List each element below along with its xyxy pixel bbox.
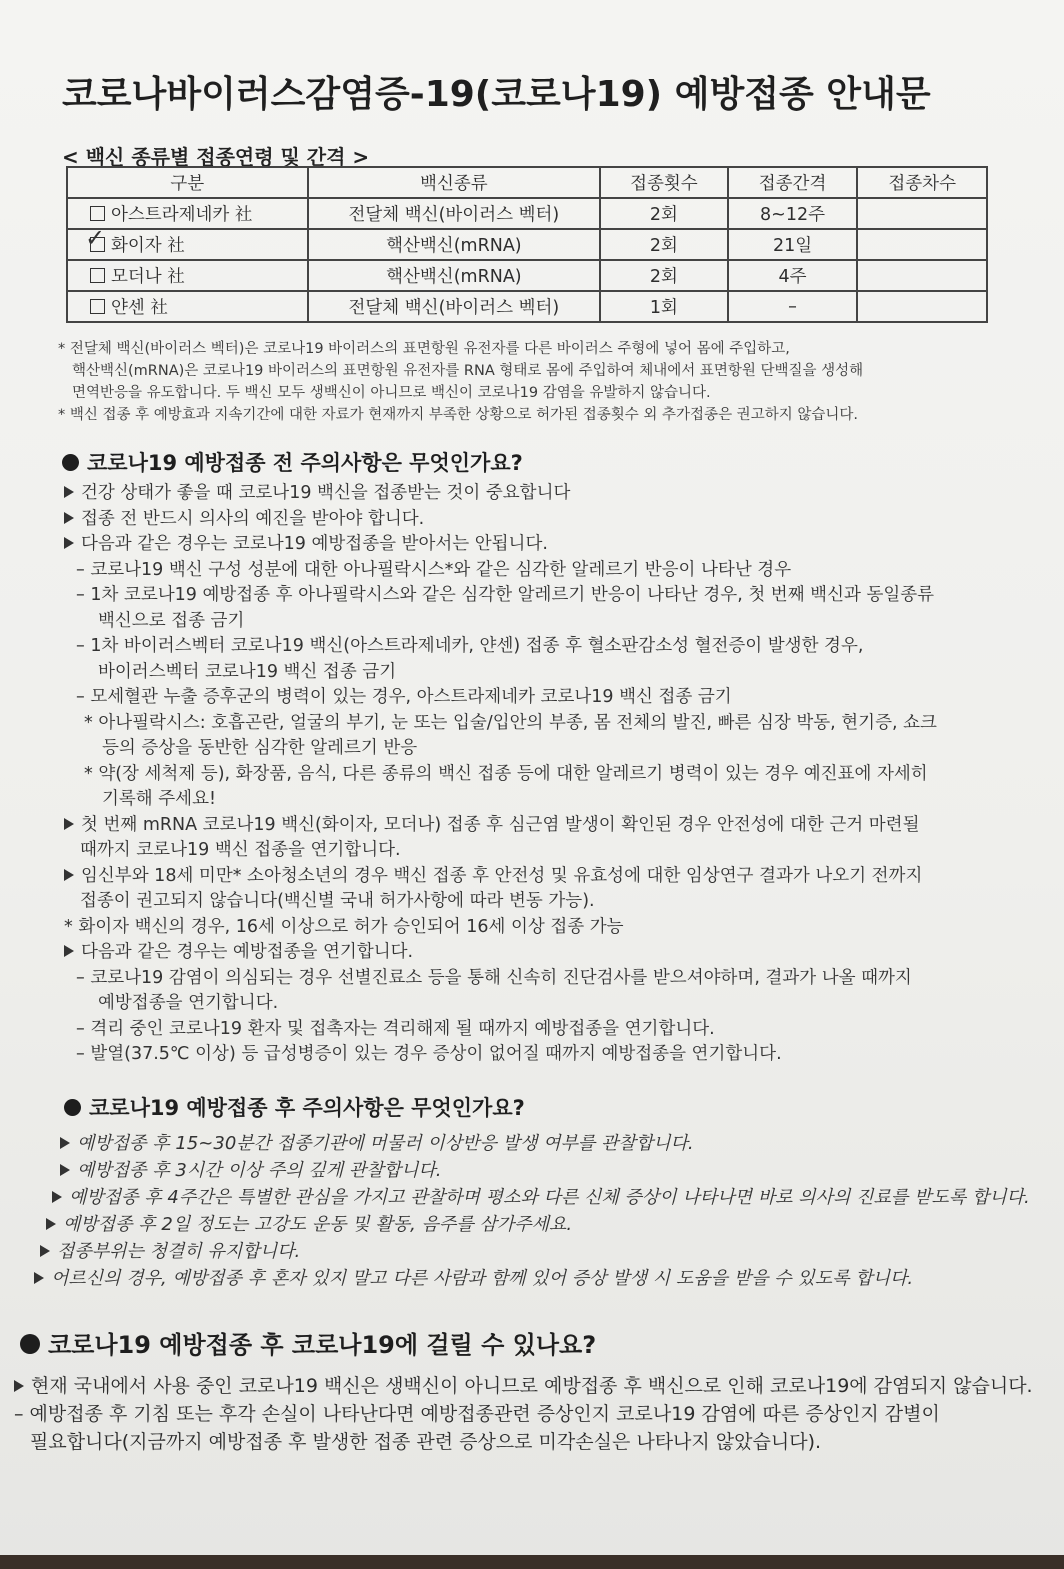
section-after-body — [51, 1130, 1030, 1292]
footnote: 핵산백신(mRNA)은 코로나19 바이러스의 표면항원 유전자를 RNA 형태로 몸에 주입하여 체내에서 표면항원 단백질을 생성해 — [72, 363, 864, 379]
list-item — [40, 1238, 1030, 1265]
list-item-text: – 1차 바이러스벡터 코로나19 백신(아스트라제네카, 얀센) 접종 후 혈소판감소성 혈전증이 발생한 경우, — [76, 636, 864, 656]
list-item — [64, 762, 937, 788]
list-item-text: * 약(장 세척제 등), 화장품, 음식, 다른 종류의 백신 접종 등에 대한 알레르기 병력이 있는 경우 예진표에 자세히 — [84, 763, 928, 784]
list-item — [64, 864, 937, 890]
interval-cell: – — [728, 291, 858, 322]
round-cell — [857, 198, 987, 229]
table-header-row — [67, 167, 987, 198]
table-row — [67, 198, 987, 229]
list-item — [64, 940, 937, 966]
dose-count-cell: 2회 — [600, 260, 728, 291]
list-item — [64, 1042, 937, 1068]
list-item-text: 바이러스벡터 코로나19 백신 접종 금기 — [98, 661, 397, 682]
list-item — [64, 813, 937, 839]
list-item — [64, 889, 937, 915]
list-item — [14, 1372, 1033, 1400]
list-item-text: 예방접종을 연기합니다. — [98, 993, 279, 1013]
list-item — [34, 1265, 1030, 1292]
arrow-bullet-icon — [60, 1164, 70, 1176]
dose-count-cell: 2회 — [600, 229, 728, 260]
vaccine-name-cell — [67, 291, 308, 322]
list-item-text: * 화이자 백신의 경우, 16세 이상으로 허가 승인되어 16세 이상 접종 가능 — [64, 916, 624, 937]
list-item — [64, 787, 937, 813]
arrow-bullet-icon — [64, 818, 74, 830]
table-header: 백신종류 — [308, 167, 600, 198]
list-item-text: * 아나필락시스: 호흡곤란, 얼굴의 부기, 눈 또는 입술/입안의 부종, 몸 전체의 발진, 빠른 심장 박동, 현기증, 쇼크 — [84, 712, 937, 733]
list-item-text: 예방접종 후 15~30분간 접종기관에 머물러 이상반응 발생 여부를 관찰합니다. — [77, 1133, 694, 1154]
vaccine-name: 화이자 社 — [111, 236, 185, 256]
list-item-text: – 모세혈관 누출 증후군의 병력이 있는 경우, 아스트라제네카 코로나19 백신 접종 금기 — [76, 687, 732, 707]
table-row — [67, 291, 987, 322]
checkbox[interactable] — [90, 206, 105, 221]
list-item — [64, 532, 937, 558]
arrow-bullet-icon — [52, 1191, 62, 1203]
list-item — [64, 1017, 937, 1043]
vaccine-name: 모더나 社 — [111, 267, 185, 287]
vaccine-type-cell: 핵산백신(mRNA) — [308, 229, 600, 260]
list-item — [52, 1184, 1030, 1211]
table-row — [67, 260, 987, 291]
list-item-text: 백신으로 접종 금기 — [98, 610, 245, 631]
section-heading-text: 코로나19 예방접종 후 주의사항은 무엇인가요? — [89, 1096, 525, 1120]
list-item-text: 첫 번째 mRNA 코로나19 백신(화이자, 모더나) 접종 후 심근염 발생이 확인된 경우 안전성에 대한 근거 마련될 — [81, 814, 920, 835]
list-item-text: 임신부와 18세 미만* 소아청소년의 경우 백신 접종 후 안전성 및 유효성에 대한 임상연구 결과가 나오기 전까지 — [81, 865, 923, 886]
list-item — [64, 583, 937, 609]
arrow-bullet-icon — [64, 945, 74, 957]
list-item — [64, 711, 937, 737]
list-item — [64, 736, 937, 762]
vaccine-type-cell: 전달체 백신(바이러스 벡터) — [308, 198, 600, 229]
footnote: * 전달체 백신(바이러스 벡터)은 코로나19 바이러스의 표면항원 유전자를 다른 바이러스 주형에 넣어 몸에 주입하고, — [58, 341, 790, 357]
list-item-text: 접종부위는 청결히 유지합니다. — [57, 1241, 301, 1262]
table-header: 접종횟수 — [600, 167, 728, 198]
table-footnotes — [58, 338, 988, 426]
list-item-text: 다음과 같은 경우는 예방접종을 연기합니다. — [81, 942, 414, 962]
vaccine-table — [66, 166, 988, 323]
bullet-dot-icon — [64, 1099, 81, 1116]
section-heading-text: 코로나19 예방접종 전 주의사항은 무엇인가요? — [87, 451, 523, 475]
arrow-bullet-icon — [14, 1380, 24, 1392]
section-heading-before — [62, 447, 523, 477]
table-caption: < 백신 종류별 접종연령 및 간격 > — [62, 145, 370, 169]
vaccine-name-cell — [67, 224, 308, 260]
list-item-text: 접종 전 반드시 의사의 예진을 받아야 합니다. — [81, 508, 425, 529]
list-item — [60, 1130, 1030, 1157]
bottom-edge — [0, 1555, 1064, 1569]
table-row — [67, 229, 987, 260]
arrow-bullet-icon — [40, 1245, 50, 1257]
list-item-text: 어르신의 경우, 예방접종 후 혼자 있지 말고 다른 사람과 함께 있어 증상 발생 시 도움을 받을 수 있도록 합니다. — [51, 1268, 914, 1289]
checkbox-checked[interactable] — [85, 224, 106, 252]
bullet-dot-icon — [62, 454, 79, 471]
section-heading-text: 코로나19 예방접종 후 코로나19에 걸릴 수 있나요? — [48, 1331, 597, 1359]
list-item-text: 현재 국내에서 사용 중인 코로나19 백신은 생백신이 아니므로 예방접종 후 백신으로 인해 코로나19에 감염되지 않습니다. — [31, 1375, 1033, 1397]
list-item — [60, 1157, 1030, 1184]
checkbox[interactable] — [90, 299, 105, 314]
list-item-text: 등의 증상을 동반한 심각한 알레르기 반응 — [102, 738, 418, 758]
list-item-text: 때까지 코로나19 백신 접종을 연기합니다. — [80, 840, 401, 860]
vaccine-name: 아스트라제네카 社 — [111, 205, 253, 225]
list-item — [64, 660, 937, 686]
footnote: * 백신 접종 후 예방효과 지속기간에 대한 자료가 현재까지 부족한 상황으로 허가된 접종횟수 외 추가접종은 권고하지 않습니다. — [58, 407, 858, 423]
list-item-text: 기록해 주세요! — [102, 789, 217, 809]
list-item-text: 예방접종 후 3시간 이상 주의 깊게 관찰합니다. — [77, 1160, 442, 1181]
list-item-text: 예방접종 후 2일 정도는 고강도 운동 및 활동, 음주를 삼가주세요. — [63, 1214, 573, 1235]
table-header: 접종차수 — [857, 167, 987, 198]
list-item — [64, 966, 937, 992]
arrow-bullet-icon — [46, 1218, 56, 1230]
footnote: 면역반응을 유도합니다. 두 백신 모두 생백신이 아니므로 백신이 코로나19 감염을 유발하지 않습니다. — [72, 385, 711, 401]
vaccine-name-cell — [67, 260, 308, 291]
vaccine-type-cell: 전달체 백신(바이러스 벡터) — [308, 291, 600, 322]
list-item-text: – 코로나19 감염이 의심되는 경우 선별진료소 등을 통해 신속히 진단검사를 받으셔야하며, 결과가 나올 때까지 — [76, 967, 912, 988]
list-item-text: – 발열(37.5℃ 이상) 등 급성병증이 있는 경우 증상이 없어질 때까지 예방접종을 연기합니다. — [76, 1044, 782, 1064]
list-item — [64, 481, 937, 507]
list-item — [64, 609, 937, 635]
arrow-bullet-icon — [64, 512, 74, 524]
list-item-text: 예방접종 후 4주간은 특별한 관심을 가지고 관찰하며 평소와 다른 신체 증상이 나타나면 바로 의사의 진료를 받도록 합니다. — [69, 1187, 1030, 1208]
bullet-dot-icon — [20, 1334, 40, 1354]
interval-cell: 4주 — [728, 260, 858, 291]
vaccine-type-cell: 핵산백신(mRNA) — [308, 260, 600, 291]
section-heading-infection — [20, 1325, 596, 1360]
list-item — [64, 634, 937, 660]
page-title: 코로나바이러스감염증-19(코로나19) 예방접종 안내문 — [62, 74, 931, 115]
checkmark-icon: ✓ — [85, 224, 106, 252]
list-item — [64, 507, 937, 533]
round-cell — [857, 260, 987, 291]
vaccine-name: 얀센 社 — [111, 298, 168, 318]
table-header: 구분 — [67, 167, 308, 198]
dose-count-cell: 2회 — [600, 198, 728, 229]
list-item: – 예방접종 후 기침 또는 후각 손실이 나타난다면 예방접종관련 증상인지 코로나19 감염에 따른 증상인지 감별이 — [14, 1403, 940, 1425]
arrow-bullet-icon — [64, 869, 74, 881]
list-item-text: – 격리 중인 코로나19 환자 및 접촉자는 격리해제 될 때까지 예방접종을 연기합니다. — [76, 1018, 715, 1039]
arrow-bullet-icon — [64, 486, 74, 498]
arrow-bullet-icon — [34, 1272, 44, 1284]
list-item-text: – 1차 코로나19 예방접종 후 아나필락시스와 같은 심각한 알레르기 반응이 나타난 경우, 첫 번째 백신과 동일종류 — [76, 585, 935, 605]
table-header: 접종간격 — [728, 167, 858, 198]
dose-count-cell: 1회 — [600, 291, 728, 322]
list-item-text: 다음과 같은 경우는 코로나19 예방접종을 받아서는 안됩니다. — [81, 534, 548, 554]
list-item: 필요합니다(지금까지 예방접종 후 발생한 접종 관련 증상으로 미각손실은 나타나지 않았습니다). — [30, 1431, 822, 1453]
arrow-bullet-icon — [64, 537, 74, 549]
section-infection-body — [14, 1372, 1033, 1456]
arrow-bullet-icon — [60, 1137, 70, 1149]
list-item — [64, 558, 937, 584]
list-item — [64, 685, 937, 711]
list-item — [64, 915, 937, 941]
section-heading-after — [64, 1092, 525, 1122]
section-before-body — [64, 481, 937, 1068]
list-item-text: 접종이 권고되지 않습니다(백신별 국내 허가사항에 따라 변동 가능). — [80, 891, 595, 911]
list-item — [64, 991, 937, 1017]
list-item-text: – 코로나19 백신 구성 성분에 대한 아나필락시스*와 같은 심각한 알레르기 반응이 나타난 경우 — [76, 559, 792, 580]
list-item — [64, 838, 937, 864]
checkbox[interactable] — [90, 268, 105, 283]
interval-cell: 8~12주 — [728, 198, 858, 229]
round-cell — [857, 291, 987, 322]
round-cell — [857, 229, 987, 260]
list-item-text: 건강 상태가 좋을 때 코로나19 백신을 접종받는 것이 중요합니다 — [81, 483, 571, 503]
list-item — [46, 1211, 1030, 1238]
interval-cell: 21일 — [728, 229, 858, 260]
